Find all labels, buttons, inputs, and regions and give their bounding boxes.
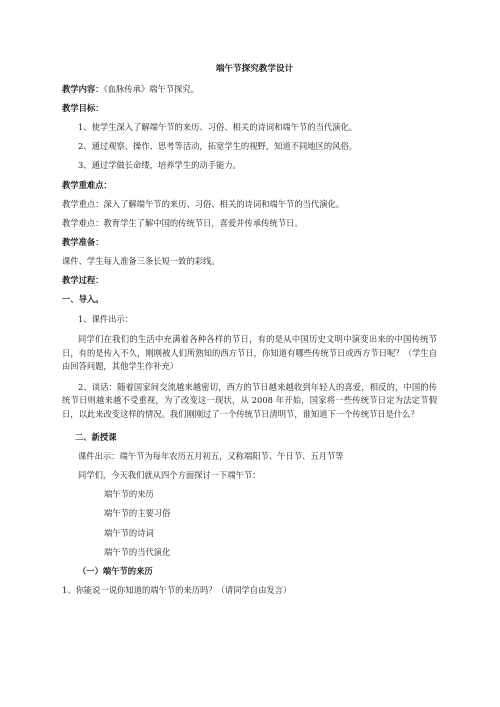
content-value: 《血脉传承》端午节探究。	[103, 83, 199, 94]
goal-item-1: 1、使学生深入了解端午节的来历、习俗、相关的诗词和端午节的当代演化。	[78, 122, 358, 133]
section-new-lesson-heading: 二、新授课	[75, 431, 117, 442]
document-body	[62, 64, 437, 604]
key-difficult-heading: 教学重难点：	[62, 179, 112, 190]
preparation-text: 课件、学生每人准备三条长短一致的彩线。	[62, 256, 220, 267]
document-title: 端午节探究教学设计	[215, 64, 294, 74]
section-intro-heading: 一、导入。	[62, 294, 104, 305]
aspect-item-4: 端午节的当代演化	[104, 546, 171, 557]
content-label: 教学内容：	[62, 83, 104, 94]
subsection-origin-heading: （一）端午节的来历	[78, 565, 153, 576]
preparation-heading: 教学准备：	[62, 236, 104, 247]
new-lesson-line-2: 同学们，今天我们就从四个方面探讨一下端午节：	[78, 470, 261, 481]
intro-item-1: 1、课件出示：	[78, 313, 134, 324]
goals-heading: 教学目标：	[62, 102, 104, 113]
goal-item-2: 2、通过观察、操作、思考等活动，拓宽学生的视野，知道不同地区的风俗。	[78, 141, 358, 152]
teaching-content	[62, 84, 437, 94]
aspect-item-1: 端午节的来历	[104, 489, 154, 500]
process-heading: 教学过程：	[62, 275, 104, 286]
intro-paragraph-2: 2、谈话：随着国家间交流越来越密切，西方的节日越来越收到年轻人的喜爱，相反的，中国的传统节日则越来越不受重视，为了改变这一现状，从 2008 年开始，国家将一些传统节日定为法定节假日，以此来改变这样的情况。我们刚刚过了一个传统节日清明节，谁知道下一个传统节日是什么？	[62, 381, 437, 420]
difficult-point: 教学难点：教育学生了解中国的传统节日，喜爱并传承传统节日。	[62, 217, 303, 228]
key-point: 教学重点：深入了解端午节的来历、习俗、相关的诗词和端午节的当代演化。	[62, 198, 345, 209]
aspect-item-2: 端午节的主要习俗	[104, 508, 171, 519]
new-lesson-line-1: 课件出示：端午节为每年农历五月初五，又称端阳节、午日节、五月节等	[78, 451, 344, 462]
question-1: 1、你能说一说你知道的端午节的来历吗？（请同学自由发言）	[62, 585, 292, 596]
intro-paragraph-1: 同学们在我们的生活中充满着各种各样的节日，有的是从中国历史文明中演变出来的中国传统节日，有的是传入不久，刚刚被人们所熟知的西方节日，你知道有哪些传统节日或西方节日呢？（学生自由回答问题，其他学生作补充）	[62, 333, 437, 372]
aspect-item-3: 端午节的诗词	[104, 527, 154, 538]
goal-item-3: 3、通过学做长命缕，培养学生的动手能力。	[78, 160, 241, 171]
